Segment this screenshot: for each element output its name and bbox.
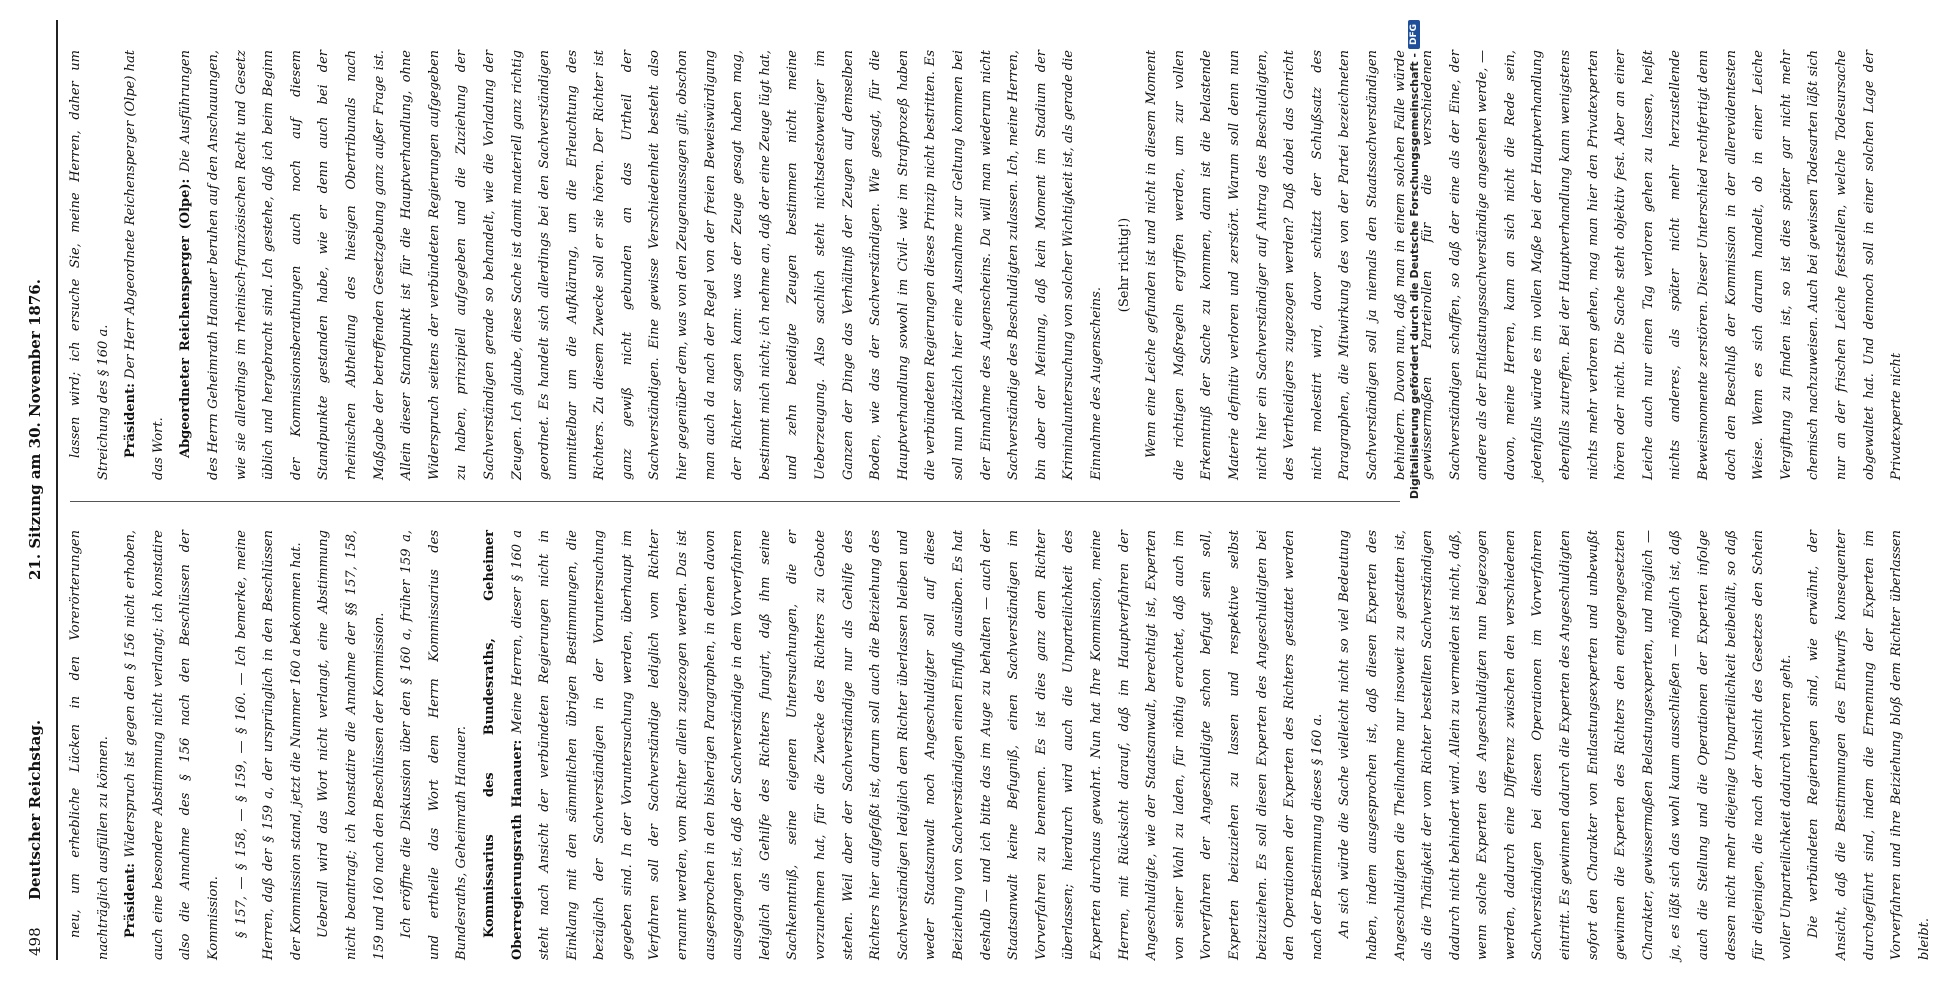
paragraph-text: Wenn eine Leiche gefunden ist und nicht in diesem Moment die richtigen Maßregeln ergriffen werden, um zur vollen Erkenntniß der Sache zu kommen, dann ist die belastende Materie definitiv verloren und zerstört. Warum soll denn nun nicht hier ein Sachverständiger auf Antrag des Beschuldigten, des Vertheidigers zugezogen werden? Daß dabei das Gericht nicht molestirt wird, davor schützt der Schlußsatz des Paragraphen, die Mitwirkung des von der Partei bezeichneten Sachverständigen soll ja niemals den Staatssachverständigen behindern. Davon nun, daß man in einem solchen Falle würde gewissermaßen Parteirollen für die verschiedenen Sachverständigen schaffen, so daß der eine als der Eine, der andere als der Entlastungssachverständige angesehen werde, — davon, meine Herren, kann an sich nicht die Rede sein, jedenfalls würde es im vollen Maße bei der Hauptverhandlung ebenfalls zutreffen. Bei der Hauptverhandlung kann wenigstens nichts mehr verloren gehen, mag man hier den Privatexperten hören oder nicht. Die Sache steht objektiv fest. Aber an einer Leiche auch nur einen Tag verloren gehen zu lassen, heißt nichts anderes, als später nicht mehr herzustellende Beweismomente zerstören. Dieser Unterschied rechtfertigt denn doch den Beschluß der Kommission in der allerevidentesten Weise. Wenn es sich darum handelt, ob in einer Leiche Vergiftung zu finden ist, so ist dies später gar nicht mehr chemisch nachzuweisen. Auch bei gewissen Todesarten läßt sich nur an der frischen Leiche feststellen, welche Todesursache obgewaltet hat. Und dennoch soll in einer solchen Lage der Privatexperte nicht — [1144, 50, 1905, 480]
paragraph-text: An sich würde die Sache vielleicht nicht so viel Bedeutung haben, indem ausgesprochen ist, daß diesen Experten des Angeschuldigten die Theilnahme nur insoweit zu gestatten ist, als die Thätigkeit der vom Richter bestellten Sachverständigen dadurch nicht behindert wird. Allein zu vermeiden ist nicht, daß, wenn solche Experten des Angeschuldigten nun beigezogen werden, dadurch eine Differenz zwischen den verschiedenen Sachverständigen bei diesen Operationen im Vorverfahren eintritt. Es gewinnen dadurch die Experten des Angeschuldigten sofort den Charakter von Entlastungsexperten und unbewußt gewinnen die Experten des Richters den entgegengesetzten Charakter, gewissermaßen Belastungsexperten, und möglich — ja, es läßt sich das wohl kaum ausschließen — möglich ist, daß auch die Stellung und die Operationen der Experten infolge dessen nicht mehr diejenige Unparteilichkeit beibehält, so daß für diejenigen, die nach der Ansicht des Gesetzes den Schein voller Unparteilichkeit dadurch verloren geht. — [1337, 530, 1794, 960]
paragraph — [1138, 50, 1911, 480]
paragraph — [62, 530, 117, 960]
paragraph-text: Widerspruch ist gegen den § 156 nicht erhoben, auch eine besondere Abstimmung nicht verlangt; ich konstatire also die Annahme des § 156 nach den Beschlüssen der Kommission. — [123, 530, 221, 960]
paragraph-text: Ich eröffne die Diskussion über den § 160 a, früher 159 a, und ertheile das Wort dem Herrn Kommissarius des Bundesraths, Geheimrath Hanauer. — [399, 530, 470, 960]
speaker-label: Kommissarius des Bundesraths, Geheimer Oberregierungsrath Hanauer: — [481, 530, 525, 960]
speaker-label: Präsident: — [123, 383, 139, 458]
running-title: Deutscher Reichstag. — [26, 719, 44, 900]
session-date: 21. Sitzung am 30. November 1876. — [26, 279, 44, 580]
paragraph — [62, 50, 117, 480]
paragraph — [228, 530, 311, 960]
paragraph — [393, 530, 476, 960]
paragraph-text: Meine Herren, dieser § 160 a steht nach Ansicht der verbündeten Regierungen nicht in Einklang mit den sämmtlichen übrigen Bestimmungen, die bezüglich der Sachverständigen in der Voruntersuchung gegeben sind. In der Voruntersuchung werden, überhaupt im Verfahren soll der Sachverständige lediglich vom Richter ernannt werden, vom Richter allein zugezogen werden. Das ist ausgesprochen in den bisherigen Paragraphen, in denen davon ausgegangen ist, daß der Sachverständige in dem Vorverfahren lediglich als Gehilfe des Richters fungirt, daß ihm seine Sachkenntniß, seine eigenen Untersuchungen, die er vorzunehmen hat, für die Zwecke des Richters zu Gebote stehen. Weil aber der Sachverständige nur als Gehilfe des Richters hier aufgefaßt ist, darum soll auch die Beiziehung des Sachverständigen lediglich dem Richter überlassen bleiben und weder Staatsanwalt noch Angeschuldigter soll auf diese Beiziehung von Sachverständigen einen Einfluß ausüben. Es hat deshalb — und ich bitte das im Auge zu behalten — auch der Staatsanwalt keine Befugniß, einen Sachverständigen im Vorverfahren zu benennen. Es ist dies ganz dem Richter überlassen; hierdurch wird auch die Unparteilichkeit des Experten durchaus gewahrt. Nun hat Ihre Kommission, meine Herren, mit Rücksicht darauf, daß im Hauptverfahren der Angeschuldigte, wie der Staatsanwalt, berechtigt ist, Experten von seiner Wahl zu laden, für nöthig erachtet, daß auch im Vorverfahren der Angeschuldigte schon befugt sein soll, Experten beizuziehen zu lassen und respektive selbst beizuziehen. Es soll diesen Experten des Angeschuldigten bei den Operationen der Experten des Richters gestattet werden nach der Bestimmung dieses § 160 a. — [509, 530, 1325, 960]
digitization-credit: Digitalisierung gefördert durch die Deutsche Forschungsgemeinschaft - — [1407, 53, 1421, 500]
paragraph — [1800, 530, 1938, 960]
speaker-label: Präsident: — [123, 863, 139, 938]
paragraph — [117, 530, 227, 960]
paragraph — [172, 50, 1110, 480]
dfg-logo: DFG — [1408, 20, 1420, 49]
speaker-label: Abgeordneter Reichensperger (Olpe): — [178, 178, 194, 458]
paragraph-text: lassen wird; ich ersuche Sie, meine Herren, daher um Streichung des § 160 a. — [68, 50, 111, 480]
paragraph — [117, 50, 172, 480]
column-divider — [70, 501, 1400, 502]
paragraph-text: Die Ausführungen des Herrn Geheimrath Hanauer beruhen auf den Anschauungen, wie sie allerdings im rheinisch-französischen Recht und Gesetz üblich und hergebracht sind. Ich gestehe, daß ich beim Beginn der Kommissionsberathungen auch noch auf diesem Standpunkte gestanden habe, wie er denn auch bei der rheinischen Abtheilung des hiesigen Obertribunals nach Maßgabe der betreffenden Gesetzgebung ganz außer Frage ist. Allein dieser Standpunkt ist für die Hauptverhandlung, ohne Widerspruch seitens der verbündeten Regierungen aufgegeben zu haben, prinzipiell aufgegeben und die Zuziehung der Sachverständigen gerade so behandelt, wie die Vorladung der Zeugen. Ich glaube, diese Sache ist damit materiell ganz richtig geordnet. Es handelt sich allerdings bei den Sachverständigen unmittelbar um die Aufklärung, um die Erleuchtung des Richters. Zu diesem Zwecke soll er sie hören. Der Richter ist ganz gewiß nicht gebunden an das Urtheil der Sachverständigen. Eine gewisse Verschiedenheit besteht also hier gegenüber dem, was von den Zeugenaussagen gilt, obschon man auch da nach der Regel von der freien Beweiswürdigung der Richter sagen kann: was der Zeuge gesagt haben mag, bestimmt mich nicht; ich nehme an, daß der eine Zeuge lügt hat, und zehn beeidigte Zeugen bestimmen nicht meine Ueberzeugung. Also sachlich steht nichtsdestoweniger im Ganzen der Dinge das Verhältniß der Zeugen auf demselben Boden, wie das der Sachverständigen. Wie gesagt, für die Hauptverhandlung sowohl im Civil- wie im Strafprozeß haben die verbündeten Regierungen dieses Prinzip nicht bestritten. Es soll nun plötzlich hier eine Ausnahme zur Geltung kommen bei der Einnahme des Augenscheins. Da will man wiederum nicht Sachverständige des Beschuldigten zulassen. Ich, meine Herren, bin aber der Meinung, daß kein Moment im Stadium der Kriminaluntersuchung von solcher Wichtigkeit ist, als gerade die Einnahme des Augenscheins. — [178, 50, 1104, 480]
digitization-footer — [1402, 20, 1426, 980]
paragraph-text: Die verbündeten Regierungen sind, wie erwähnt, der Ansicht, daß die Bestimmungen des Entwurfs konsequenter durchgeführt sind, indem die Ernennung der Experten im Vorverfahren und ihre Beiziehung bloß dem Richter überlassen bleibt. — [1806, 530, 1932, 960]
paragraph — [310, 530, 393, 960]
paragraph-text: neu, um erhebliche Lücken in den Vorerörterungen nachträglich ausfüllen zu können. — [68, 530, 111, 960]
paragraph-text: (Sehr richtig!) — [1116, 217, 1132, 313]
text-column-left — [62, 530, 1932, 960]
paragraph — [1111, 50, 1139, 480]
page-header — [20, 20, 58, 960]
paragraph — [476, 530, 1331, 960]
paragraph-text: Ueberall wird das Wort nicht verlangt, eine Abstimmung nicht beantragt; ich konstatire die Annahme der §§ 157, 158, 159 und 160 nach den Beschlüssen der Kommission. — [316, 530, 387, 960]
paragraph-text: Der Herr Abgeordnete Reichensperger (Olpe) hat das Wort. — [123, 50, 166, 480]
paragraph-text: § 157, — § 158, — § 159, — § 160. — Ich bemerke, meine Herren, daß der § 159 a, der ursprünglich in den Beschlüssen der Kommission stand, jetzt die Nummer 160 a bekommen hat. — [233, 530, 304, 960]
page-number: 498 — [26, 927, 44, 956]
